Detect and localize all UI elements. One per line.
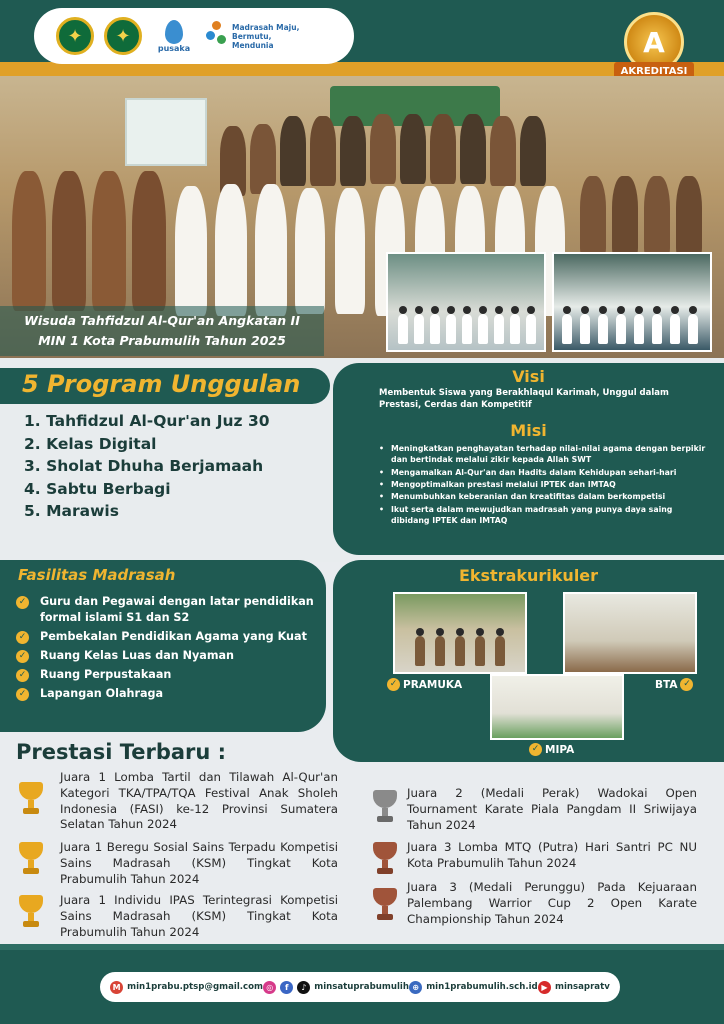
contact-website[interactable]: ⊕ min1prabumulih.sch.id [409, 981, 538, 994]
misi-title: Misi [510, 421, 547, 440]
badge-label: AKREDITASI [614, 62, 694, 80]
program-item: 4. Sabtu Berbagi [24, 479, 171, 498]
achievement-item: Juara 1 Beregu Sosial Sains Terpadu Kompetisi Sains Madrasah (KSM) Tingkat Kota Prabumulih Tahun 2024 [60, 840, 338, 886]
pusaka-logo [152, 20, 196, 53]
caption-line-1: Wisuda Tahfidzul Al-Qur'an Angkatan II [24, 313, 300, 328]
fasilitas-title: Fasilitas Madrasah [18, 566, 176, 584]
badge-letter: A [624, 12, 684, 72]
footer-stripe [0, 944, 724, 950]
facebook-icon: f [280, 981, 293, 994]
contact-youtube[interactable]: ▶ minsapratv [538, 981, 610, 994]
check-icon: ✓ [529, 743, 542, 756]
slogan-logo [206, 21, 302, 51]
fasilitas-panel [0, 560, 326, 732]
fasilitas-item: ✓ Ruang Perpustakaan [16, 667, 321, 683]
hero-caption [0, 306, 324, 356]
bronze-trophy-icon [370, 888, 400, 928]
gold-trophy-icon [16, 895, 46, 935]
graduation-hall-photo [386, 252, 546, 352]
achievement-item: Juara 1 Lomba Tartil dan Tilawah Al-Qur'an Kategori TKA/TPA/TQA Festival Anak Sholeh Indonesia (FASI) ke-12 Provinsi Sumatera Selatan Tahun 2024 [60, 770, 338, 832]
fasilitas-item: ✓ Lapangan Olahraga [16, 686, 321, 702]
ekskul-label-bta: BTA ✓ [655, 678, 693, 691]
check-icon: ✓ [680, 678, 693, 691]
caption-line-2: MIN 1 Kota Prabumulih Tahun 2025 [38, 333, 286, 348]
visi-title: Visi [512, 367, 545, 386]
kemenag-logo-icon: ✦ [56, 17, 94, 55]
program-item: 2. Kelas Digital [24, 434, 157, 453]
contact-email[interactable]: M min1prabu.ptsp@gmail.com [110, 981, 263, 994]
contact-social[interactable]: ◎ f ♪ minsatuprabumulih [263, 981, 409, 994]
misi-item: • Meningkatkan penghayatan terhadap nilai-nilai agama dengan berpikir dan bertindak melalui zikir kepada Allah SWT [379, 443, 711, 465]
visi-text: Membentuk Siswa yang Berakhlaqul Karimah, Unggul dalam Prestasi, Cerdas dan Kompetitif [379, 388, 669, 410]
kemenag-logo-2-icon: ✦ [104, 17, 142, 55]
globe-icon: ⊕ [409, 981, 422, 994]
bronze-trophy-icon [370, 842, 400, 882]
contact-strip [100, 972, 620, 1002]
silver-trophy-icon [370, 790, 400, 830]
ekskul-panel [333, 560, 724, 762]
gold-trophy-icon [16, 782, 46, 822]
check-icon: ✓ [387, 678, 400, 691]
program-list [24, 412, 270, 525]
achievement-item: Juara 3 Lomba MTQ (Putra) Hari Santri PC NU Kota Prabumulih Tahun 2024 [407, 840, 697, 870]
program-item: 3. Sholat Dhuha Berjamaah [24, 457, 264, 476]
pramuka-photo [393, 592, 527, 674]
program-item: 1. Tahfidzul Al-Qur'an Juz 30 [24, 412, 270, 430]
projector-screen [125, 98, 207, 166]
mipa-photo [490, 674, 624, 740]
pusaka-drop-icon [165, 20, 183, 44]
fasilitas-item: ✓ Guru dan Pegawai dengan latar pendidikan formal islami S1 dan S2 [16, 594, 321, 626]
check-icon: ✓ [16, 650, 29, 663]
slogan-mark-icon [206, 21, 228, 51]
tiktok-icon: ♪ [297, 981, 310, 994]
bta-photo [563, 592, 697, 674]
misi-item: • Mengoptimalkan prestasi melalui IPTEK dan IMTAQ [379, 479, 711, 490]
check-icon: ✓ [16, 631, 29, 644]
achievement-item: Juara 2 (Medali Perak) Wadokai Open Tournament Karate Piala Pangdam II Sriwijaya Tahun 2024 [407, 786, 697, 832]
misi-item: • Menumbuhkan keberanian dan kreatifitas dalam berkompetisi [379, 491, 711, 502]
misi-list [379, 443, 711, 527]
ekskul-label-pramuka: ✓ PRAMUKA [387, 678, 462, 691]
fasilitas-item: ✓ Ruang Kelas Luas dan Nyaman [16, 648, 321, 664]
youtube-icon: ▶ [538, 981, 551, 994]
ekskul-label-mipa: ✓ MIPA [529, 743, 574, 756]
instagram-icon: ◎ [263, 981, 276, 994]
prestasi-title: Prestasi Terbaru : [16, 740, 227, 764]
misi-item: • Mengamalkan Al-Qur'an dan Hadits dalam Kehidupan sehari-hari [379, 467, 711, 478]
check-icon: ✓ [16, 688, 29, 701]
logo-strip [34, 8, 354, 64]
slogan-text: Madrasah Maju, Bermutu, Mendunia [232, 22, 300, 50]
visi-misi-panel [333, 363, 724, 555]
achievement-item: Juara 3 (Medali Perunggu) Pada Kejuaraan Palembang Warrior Cup 2 Open Karate Championship Tahun 2024 [407, 880, 697, 926]
fasilitas-item: ✓ Pembekalan Pendidikan Agama yang Kuat [16, 629, 321, 645]
ekskul-title: Ekstrakurikuler [458, 566, 599, 585]
misi-item: • Ikut serta dalam mewujudkan madrasah yang punya daya saing dibidang IPTEK dan IMTAQ [379, 504, 711, 526]
gmail-icon: M [110, 981, 123, 994]
student-gathering-photo [552, 252, 712, 352]
fasilitas-list [16, 594, 321, 705]
achievement-item: Juara 1 Individu IPAS Terintegrasi Kompetisi Sains Madrasah (KSM) Tingkat Kota Prabumulih Tahun 2024 [60, 893, 338, 939]
program-item: 5. Marawis [24, 502, 119, 521]
check-icon: ✓ [16, 669, 29, 682]
check-icon: ✓ [16, 596, 29, 609]
gold-trophy-icon [16, 842, 46, 882]
pusaka-label: pusaka [157, 43, 191, 53]
program-title: 5 Program Unggulan [22, 370, 301, 398]
